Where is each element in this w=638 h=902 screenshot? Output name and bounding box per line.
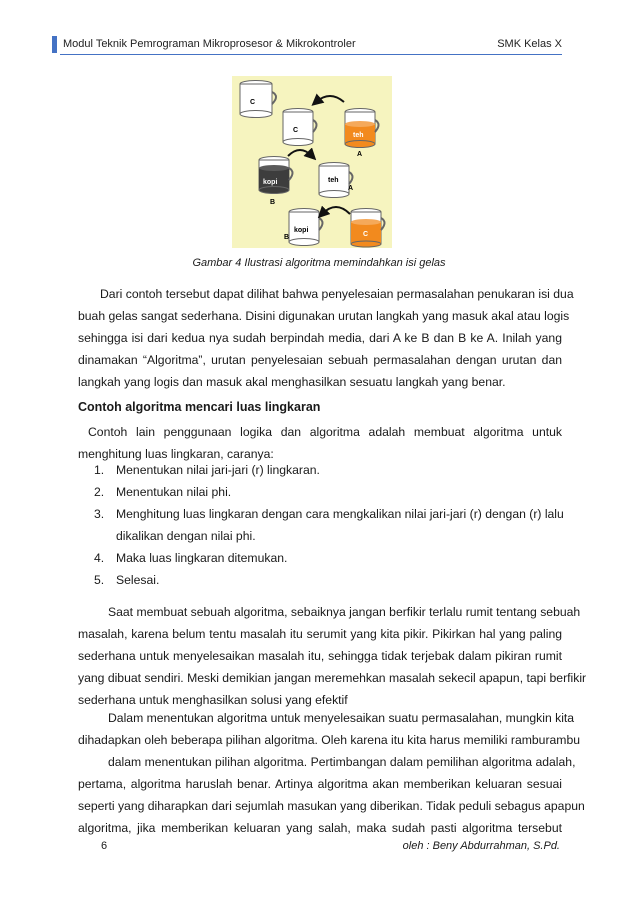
step-text: Menentukan nilai phi. [116, 485, 232, 499]
label-a-mid: A [348, 185, 354, 192]
arrow-a-to-c [316, 96, 344, 102]
glass-b-kopi-mid [259, 157, 293, 207]
glass-c-teh-bot [351, 209, 385, 248]
section-intro-line: Contoh lain penggunaan logika dan algoritma adalah membuat algoritma untuk [88, 425, 562, 439]
glass-c-top [240, 81, 276, 118]
paragraph-2-line: sederhana untuk menyelesaikan masalah itu, sehingga tidak terjebak dalam pikiran rumit [78, 649, 562, 663]
paragraph-1-line: sehingga isi dari kedua nya sudah berpindah media, dari A ke B dan B ke A. Inilah yang [78, 331, 562, 345]
paragraph-2-line: masalah, karena belum tentu masalah itu serumit yang kita pikir. Pikirkan hal yang paling [78, 627, 562, 641]
list-item [94, 459, 562, 481]
paragraph-1 [78, 283, 574, 393]
header-title: Modul Teknik Pemrograman Mikroprosesor & Mikrokontroler [63, 38, 356, 50]
paragraph-1-line: dinamakan “Algoritma”, urutan penyelesaian sebuah permasalahan dengan urutan dan [78, 353, 562, 367]
paragraph-1-line: Dari contoh tersebut dapat dilihat bahwa penyelesaian permasalahan penukaran isi dua [100, 287, 574, 301]
step-number: 5. [94, 573, 105, 587]
paragraph-3-line: pertama, algoritma haruslah benar. Artinya algoritma akan memberikan keluaran sesuai [78, 777, 562, 791]
arrow-b-to-a [288, 150, 312, 156]
header-class: SMK Kelas X [497, 38, 562, 50]
paragraph-2-line: Saat membuat sebuah algoritma, sebaiknya jangan berfikir terlalu rumit tentang sebuah [108, 605, 581, 619]
glass-illustration [232, 76, 392, 248]
paragraph-2-line: yang dibuat sendiri. Meski demikian jangan meremehkan masalah sekecil apapun, tapi berfikir [78, 671, 587, 685]
paragraph-1-line: buah gelas sangat sederhana. Disini digunakan urutan langkah yang masuk akal atau logis [78, 309, 570, 323]
arrow-c-to-b [322, 207, 350, 214]
label-c-bot: C [363, 231, 369, 238]
figure-caption: Gambar 4 Ilustrasi algoritma memindahkan isi gelas [192, 257, 446, 269]
steps-list [94, 459, 562, 591]
paragraph-3-line: seperti yang diharapkan dari sejumlah masukan yang diberikan. Tidak peduli sebagus apapun [78, 799, 585, 813]
paragraph-3-line: dihadapkan oleh beberapa pilihan algoritma. Oleh karena itu kita harus memiliki ramburambu [78, 733, 580, 747]
label-a-top: A [357, 151, 363, 158]
label-b-mid: B [270, 199, 276, 206]
footer-author: oleh : Beny Abdurrahman, S.Pd. [402, 840, 560, 852]
step-number: 2. [94, 485, 105, 499]
paragraph-3 [78, 707, 585, 839]
step-number: 1. [94, 463, 105, 477]
label-kopi-bot: kopi [294, 227, 309, 234]
list-item [94, 481, 562, 503]
list-item [94, 547, 562, 569]
label-kopi-mid: kopi [263, 179, 278, 186]
label-c-mid: C [293, 127, 299, 134]
paragraph-1-line: langkah yang logis dan masuk akal menghasilkan sesuatu langkah yang benar. [78, 375, 506, 389]
step-text: Menentukan nilai jari-jari (r) lingkaran. [116, 463, 320, 477]
glass-a-teh-top [345, 109, 379, 159]
paragraph-2 [78, 601, 587, 711]
page-number: 6 [101, 840, 108, 852]
paragraph-3-line: dalam menentukan pilihan algoritma. Pertimbangan dalam pemilihan algoritma adalah, [108, 755, 576, 769]
section-intro-line: menghitung luas lingkaran, caranya: [78, 447, 274, 461]
glass-a-mid [319, 163, 353, 198]
list-item [94, 503, 562, 547]
glass-illustration-svg [232, 76, 392, 248]
paragraph-2-line: sederhana untuk menghasilkan solusi yang efektif [78, 693, 348, 707]
step-number: 4. [94, 551, 105, 565]
list-item [94, 569, 562, 591]
label-c-top: C [250, 99, 256, 106]
header-rule [60, 54, 562, 55]
glass-c-mid [283, 109, 317, 146]
step-text: Maka luas lingkaran ditemukan. [116, 551, 288, 565]
page-header [52, 36, 562, 56]
section-heading: Contoh algoritma mencari luas lingkaran [78, 400, 321, 414]
glass-b-bot [284, 209, 323, 246]
label-teh-mid: teh [328, 177, 339, 184]
label-teh-top: teh [353, 132, 364, 139]
step-text: Menghitung luas lingkaran dengan cara mengkalikan nilai jari-jari (r) dengan (r) lalu [116, 507, 564, 521]
step-text: dikalikan dengan nilai phi. [116, 529, 256, 543]
header-accent-bar [52, 36, 57, 53]
label-b-bot: B [284, 234, 290, 241]
paragraph-3-line: Dalam menentukan algoritma untuk menyelesaikan suatu permasalahan, mungkin kita [108, 711, 575, 725]
step-text: Selesai. [116, 573, 160, 587]
paragraph-3-line: algoritma, jika memberikan keluaran yang salah, maka sudah pasti algoritma tersebut [78, 821, 562, 835]
step-number: 3. [94, 507, 105, 521]
